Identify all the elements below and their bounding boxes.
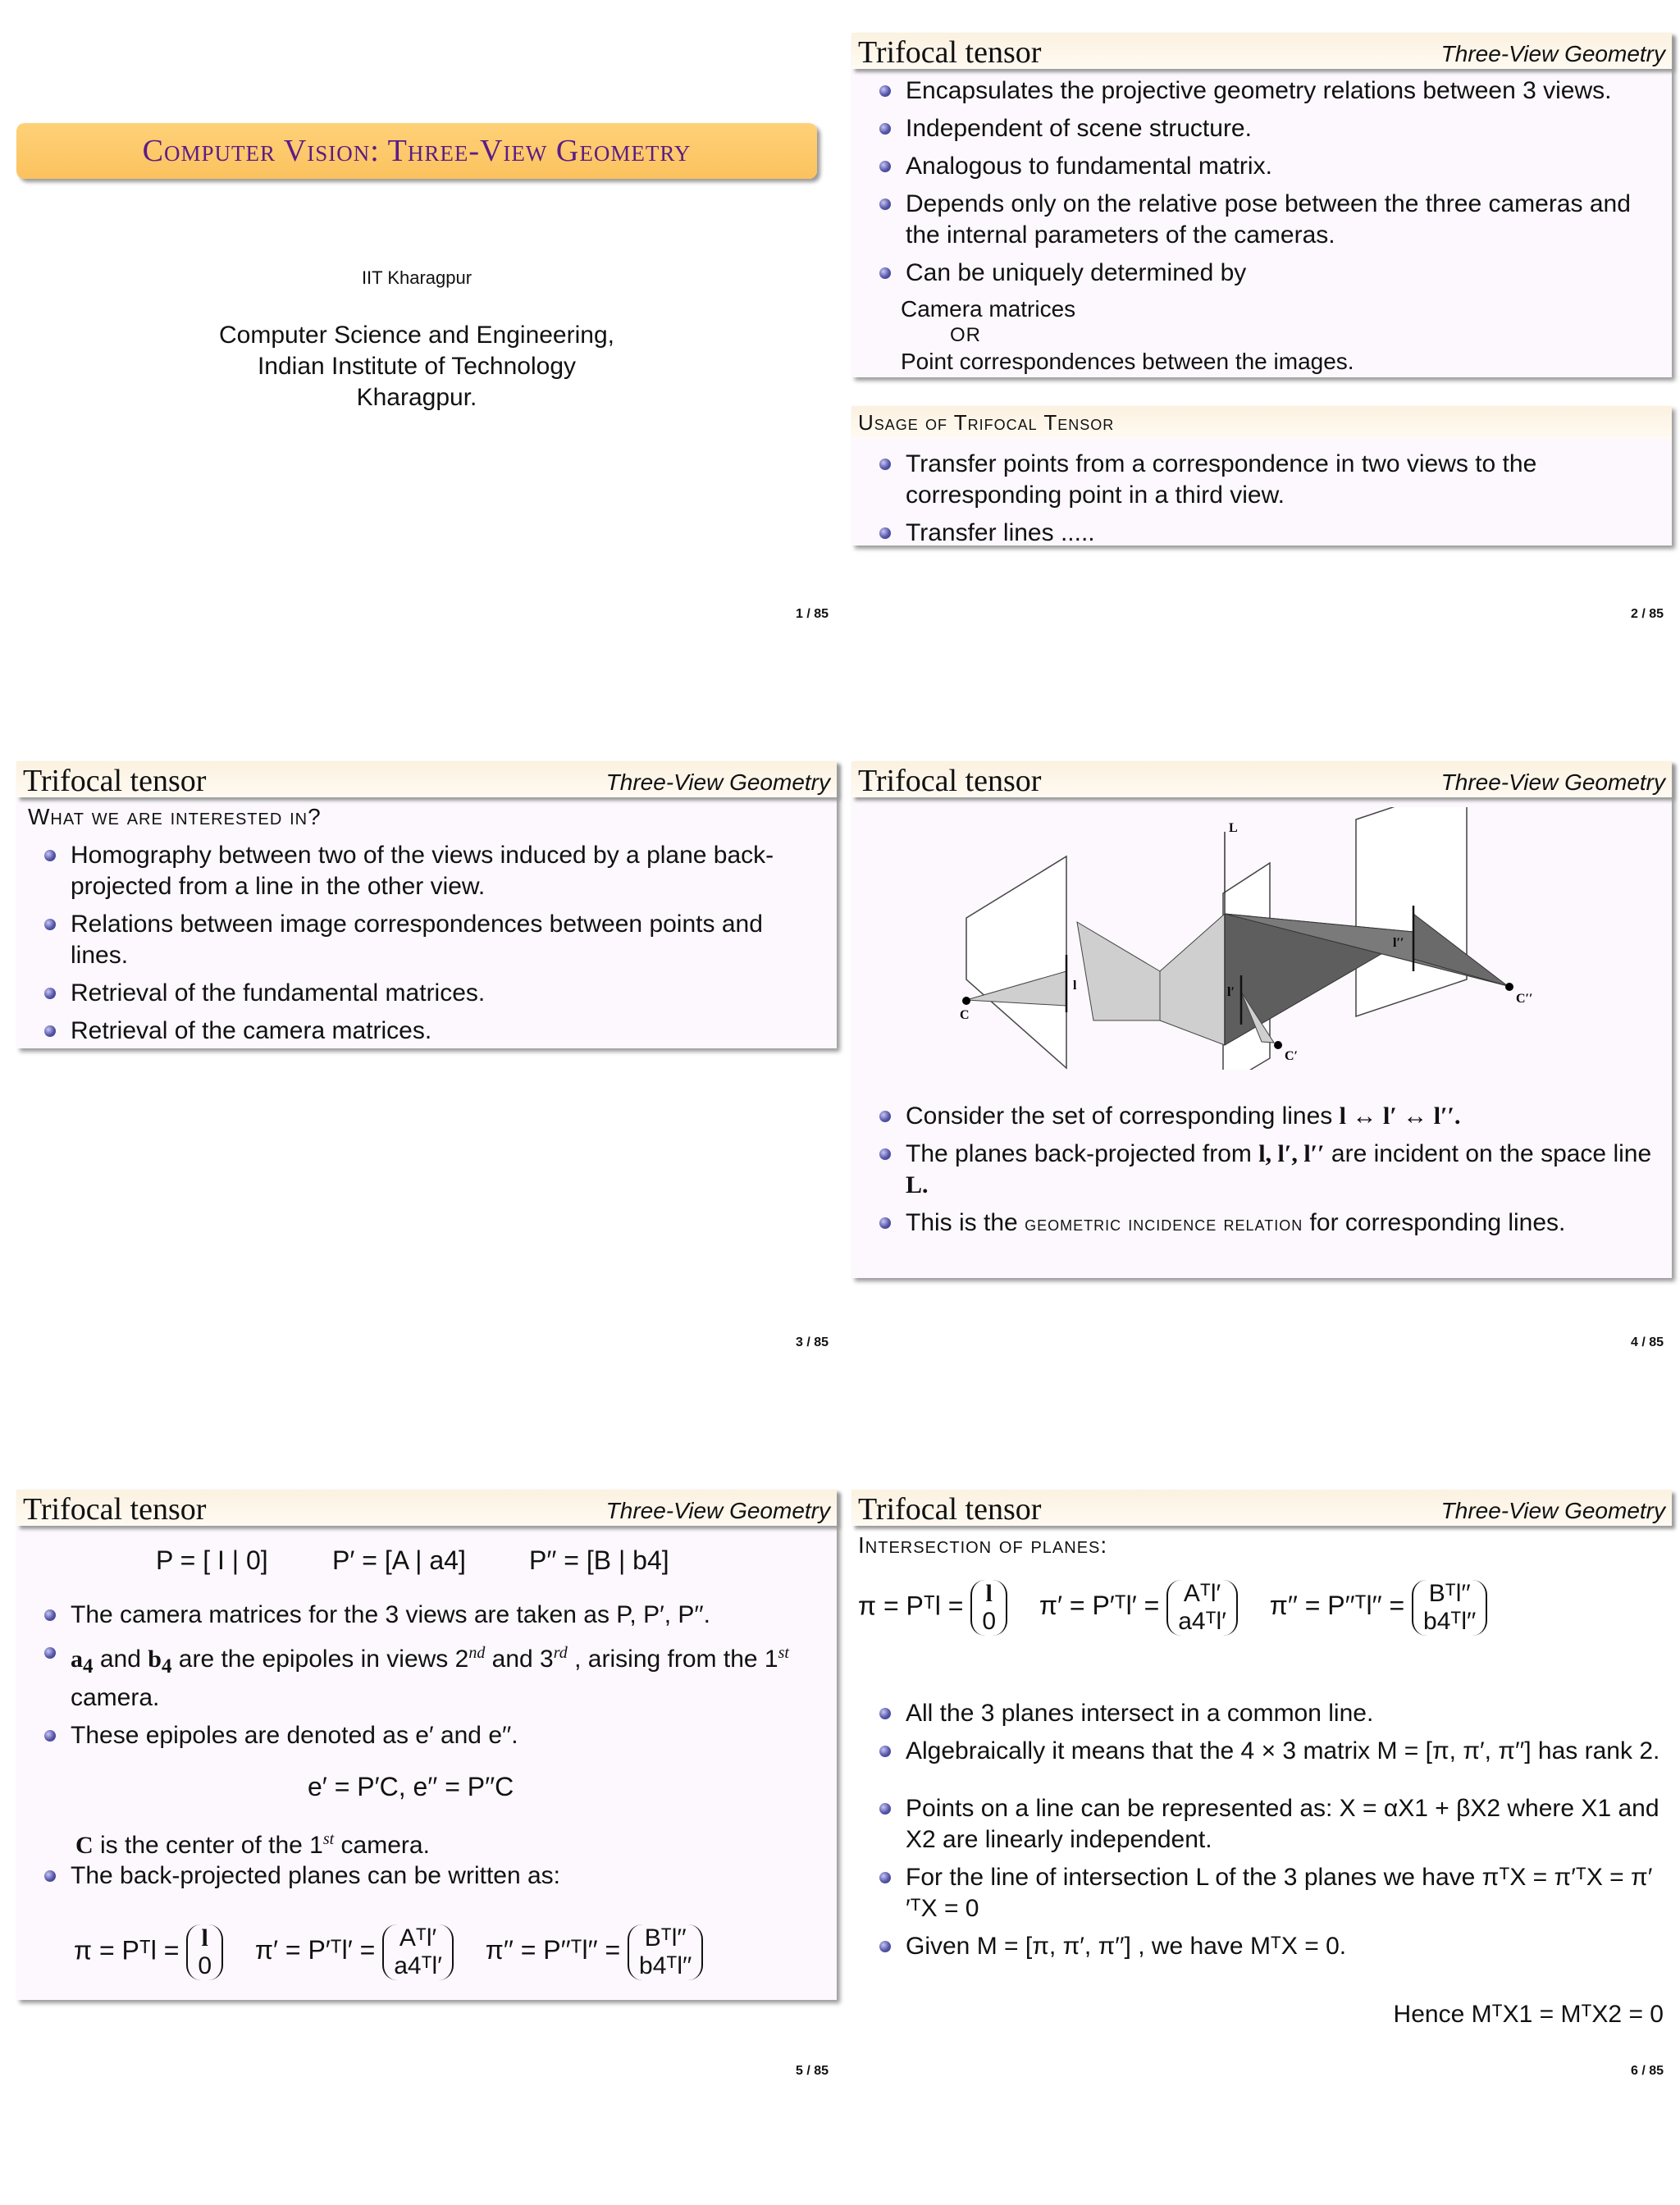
frame-title <box>16 761 837 797</box>
frame-title <box>16 1490 837 1526</box>
list-item: The planes back-projected from l, l′, l′′ are incident on the space line L. <box>878 1139 1662 1201</box>
list-item: Analogous to fundamental matrix. <box>878 151 1662 182</box>
label-l-double-prime: l′′ <box>1393 936 1404 950</box>
frame-title <box>851 1490 1672 1526</box>
frame-title-sub: Three-View Geometry <box>1440 1498 1665 1523</box>
label-l: l <box>1073 979 1077 993</box>
slide-1 <box>16 33 845 738</box>
bullet-list <box>16 1596 837 1766</box>
presentation-title: Computer Vision: Three-View Geometry <box>16 123 817 179</box>
frame-title-main: Trifocal tensor <box>23 1492 207 1527</box>
list-item: $a_4$ and $b_4$ are the epipoles in views 2nd and 3rd , arising from the 1st camera. <box>43 1637 827 1714</box>
page-number: 2 / 85 <box>1630 607 1664 621</box>
sub-item-or: OR <box>950 324 981 346</box>
frame-title-main: Trifocal tensor <box>858 35 1042 70</box>
sub-item-point-correspondences: Point correspondences between the images. <box>901 349 1354 374</box>
slide-5 <box>16 1490 845 2195</box>
camera-matrix-p: P = [ I | 0] <box>156 1545 268 1575</box>
bullet-list-2 <box>16 1857 570 1906</box>
list-item: Retrieval of the camera matrices. <box>43 1016 827 1047</box>
list-item: Encapsulates the projective geometry relations between 3 views. <box>878 75 1662 107</box>
epipole-equations: e′ = P′C, e′′ = P′′C <box>308 1772 514 1801</box>
camera-matrix-p-double-prime: P′′ = [B | b4] <box>529 1545 669 1575</box>
frame-title-sub: Three-View Geometry <box>605 1498 830 1523</box>
bullet-list <box>851 1695 1675 1782</box>
list-item: Points on a line can be represented as: X = αX1 + βX2 where X1 and X2 are linearly independent. <box>878 1793 1665 1856</box>
list-item: Depends only on the relative pose between the three cameras and the internal parameters of the cameras. <box>878 189 1662 251</box>
plane-vector-3: Bᵀl′′ b4ᵀl′′ <box>628 1924 703 1980</box>
page-number: 5 / 85 <box>795 2064 829 2078</box>
trifocal-figure <box>950 807 1573 1070</box>
list-item: The camera matrices for the 3 views are taken as P, P′, P′′. <box>43 1600 827 1631</box>
label-L: L <box>1229 821 1238 835</box>
list-item: Algebraically it means that the 4 × 3 matrix M = [π, π′, π′′] has rank 2. <box>878 1736 1665 1767</box>
plane-equations: π = Pᵀl = l 0 π′ = P′ᵀl′ = Aᵀl′ a4ᵀl′ π′′ = P′′ᵀl′′ = Bᵀl′′ b4ᵀl′′ <box>858 1580 1487 1636</box>
frame-title <box>851 761 1672 797</box>
slide-6 <box>851 1490 1680 2195</box>
main-block <box>851 1490 1672 2064</box>
slide-4 <box>851 761 1680 1467</box>
list-item: These epipoles are denoted as e′ and e′′. <box>43 1720 827 1751</box>
frame-title-sub: Three-View Geometry <box>1440 769 1665 795</box>
sub-item-camera-matrices: Camera matrices <box>901 296 1076 322</box>
main-block <box>851 761 1672 1278</box>
label-l-prime: l′ <box>1227 985 1235 999</box>
institute-short: IIT Kharagpur <box>361 267 472 288</box>
main-block <box>16 1490 837 2000</box>
list-item: Consider the set of corresponding lines l ↔ l′ ↔ l′′. <box>878 1101 1662 1132</box>
block-title: Intersection of planes: <box>858 1532 1108 1558</box>
usage-block-title: Usage of Trifocal Tensor <box>851 406 1672 439</box>
bullet-list <box>851 33 1672 304</box>
list-item: Can be uniquely determined by <box>878 258 1662 289</box>
bullet-list <box>851 1098 1672 1253</box>
usage-block <box>851 406 1672 546</box>
hence-line: Hence MᵀX1 = MᵀX2 = 0 <box>1393 2001 1664 2028</box>
dept-line-1: Computer Science and Engineering, <box>219 322 614 349</box>
label-C-prime: C′ <box>1285 1049 1299 1063</box>
list-item: This is the geometric incidence relation for corresponding lines. <box>878 1208 1662 1239</box>
plane-vector-1: l 0 <box>186 1924 223 1980</box>
usage-list <box>851 439 1672 564</box>
block-title: What we are interested in? <box>28 804 322 829</box>
plane-vector-3: Bᵀl′′ b4ᵀl′′ <box>1412 1580 1487 1636</box>
page-number: 3 / 85 <box>795 1335 829 1349</box>
dept-line-2: Indian Institute of Technology <box>257 353 577 380</box>
frame-title-sub: Three-View Geometry <box>605 769 830 795</box>
frame-title-sub: Three-View Geometry <box>1440 41 1665 66</box>
list-item: The back-projected planes can be written as: <box>43 1860 560 1892</box>
list-item: For the line of intersection L of the 3 planes we have πᵀX = π′ᵀX = π′′ᵀX = 0 <box>878 1862 1665 1924</box>
list-item: Retrieval of the fundamental matrices. <box>43 978 827 1009</box>
page-number: 4 / 85 <box>1630 1335 1664 1349</box>
plane-equations: π = Pᵀl = l 0 π′ = P′ᵀl′ = Aᵀl′ a4ᵀl′ π′′ = P′′ᵀl′′ = Bᵀl′′ b4ᵀl′′ <box>74 1924 703 1980</box>
camera-matrix-p-prime: P′ = [A | a4] <box>332 1545 466 1575</box>
frame-title-main: Trifocal tensor <box>858 764 1042 798</box>
plane-vector-2: Aᵀl′ a4ᵀl′ <box>1166 1580 1238 1636</box>
center-note: C is the center of the 1st camera. <box>75 1830 430 1859</box>
page-number: 6 / 85 <box>1630 2064 1664 2078</box>
list-item: Given M = [π, π′, π′′] , we have MᵀX = 0. <box>878 1931 1665 1962</box>
frame-title-main: Trifocal tensor <box>23 764 207 798</box>
list-item: Independent of scene structure. <box>878 113 1662 144</box>
main-block <box>851 33 1672 377</box>
dept-line-3: Kharagpur. <box>356 384 477 411</box>
list-item: Relations between image correspondences between points and lines. <box>43 909 827 971</box>
plane-vector-1: l 0 <box>970 1580 1007 1636</box>
frame-title-main: Trifocal tensor <box>858 1492 1042 1527</box>
label-C: C <box>960 1008 970 1022</box>
label-C-double-prime: C′′ <box>1516 992 1533 1006</box>
page-number: 1 / 85 <box>795 607 829 621</box>
main-block <box>16 761 837 1048</box>
slide-2 <box>851 33 1680 738</box>
plane-vector-2: Aᵀl′ a4ᵀl′ <box>382 1924 454 1980</box>
list-item: Transfer points from a correspondence in two views to the corresponding point in a third view. <box>878 449 1662 511</box>
frame-title <box>851 33 1672 69</box>
bullet-list-2 <box>851 1790 1675 1977</box>
slide-3 <box>16 761 845 1467</box>
list-item: Homography between two of the views induced by a plane back-projected from a line in the other view. <box>43 840 827 902</box>
list-item: All the 3 planes intersect in a common line. <box>878 1698 1665 1729</box>
list-item: Transfer lines ..... <box>878 518 1662 549</box>
